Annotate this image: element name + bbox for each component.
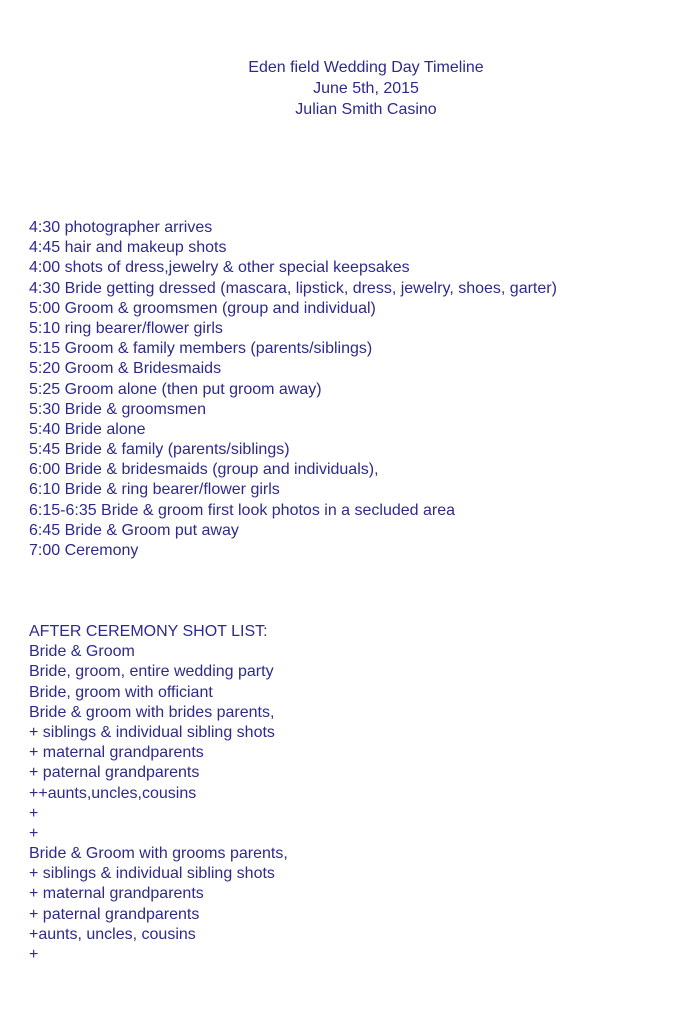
shot-list-item: + siblings & individual sibling shots	[29, 723, 275, 741]
timeline-item: 4:00 shots of dress,jewelry & other special keepsakes	[29, 259, 410, 277]
timeline-item: 4:30 photographer arrives	[29, 219, 213, 236]
shot-list-item: +aunts, uncles, cousins	[29, 925, 196, 943]
timeline-item: 5:00 Groom & groomsmen (group and individual)	[29, 299, 376, 317]
timeline-item: 4:30 Bride getting dressed (mascara, lipstick, dress, jewelry, shoes, garter)	[29, 279, 557, 297]
timeline-item: 5:10 ring bearer/flower girls	[29, 319, 223, 337]
shot-list-item: + paternal grandparents	[29, 764, 200, 782]
timeline-item: 6:45 Bride & Groom put away	[29, 521, 239, 539]
shot-list	[29, 622, 669, 965]
timeline-item: 5:40 Bride alone	[29, 420, 146, 438]
timeline-item: 5:30 Bride & groomsmen	[29, 400, 206, 418]
timeline-list	[29, 218, 669, 561]
shot-list-item: Bride, groom, entire wedding party	[29, 663, 274, 681]
shot-list-item: Bride & Groom with grooms parents,	[29, 845, 288, 863]
event-date: June 5th, 2015	[313, 80, 419, 97]
shot-list-item: +	[29, 804, 39, 822]
shot-list-item: + paternal grandparents	[29, 905, 200, 923]
shot-list-heading: AFTER CEREMONY SHOT LIST:	[29, 623, 268, 640]
timeline-item: 5:15 Groom & family members (parents/siblings)	[29, 340, 373, 358]
timeline-item: 7:00 Ceremony	[29, 542, 139, 559]
shot-list-item: + maternal grandparents	[29, 885, 204, 903]
timeline-item: 5:45 Bride & family (parents/siblings)	[29, 441, 290, 459]
shot-list-item: + siblings & individual sibling shots	[29, 865, 275, 883]
timeline-item: 5:25 Groom alone (then put groom away)	[29, 380, 322, 398]
shot-list-item: Bride & Groom	[29, 643, 135, 661]
shot-list-item: + maternal grandparents	[29, 744, 204, 762]
document-title: Eden field Wedding Day Timeline	[248, 59, 484, 76]
timeline-item: 6:00 Bride & bridesmaids (group and individuals),	[29, 461, 379, 479]
shot-list-item: +	[29, 824, 39, 842]
shot-list-item: ++aunts,uncles,cousins	[29, 784, 197, 802]
timeline-item: 6:15-6:35 Bride & groom first look photos in a secluded area	[29, 501, 456, 519]
shot-list-item: Bride, groom with officiant	[29, 683, 213, 701]
venue-name: Julian Smith Casino	[295, 101, 437, 118]
timeline-item: 5:20 Groom & Bridesmaids	[29, 360, 222, 378]
timeline-item: 4:45 hair and makeup shots	[29, 239, 227, 257]
shot-list-item: +	[29, 946, 39, 963]
shot-list-item: Bride & groom with brides parents,	[29, 703, 275, 721]
document-header	[0, 57, 680, 120]
timeline-item: 6:10 Bride & ring bearer/flower girls	[29, 481, 280, 499]
